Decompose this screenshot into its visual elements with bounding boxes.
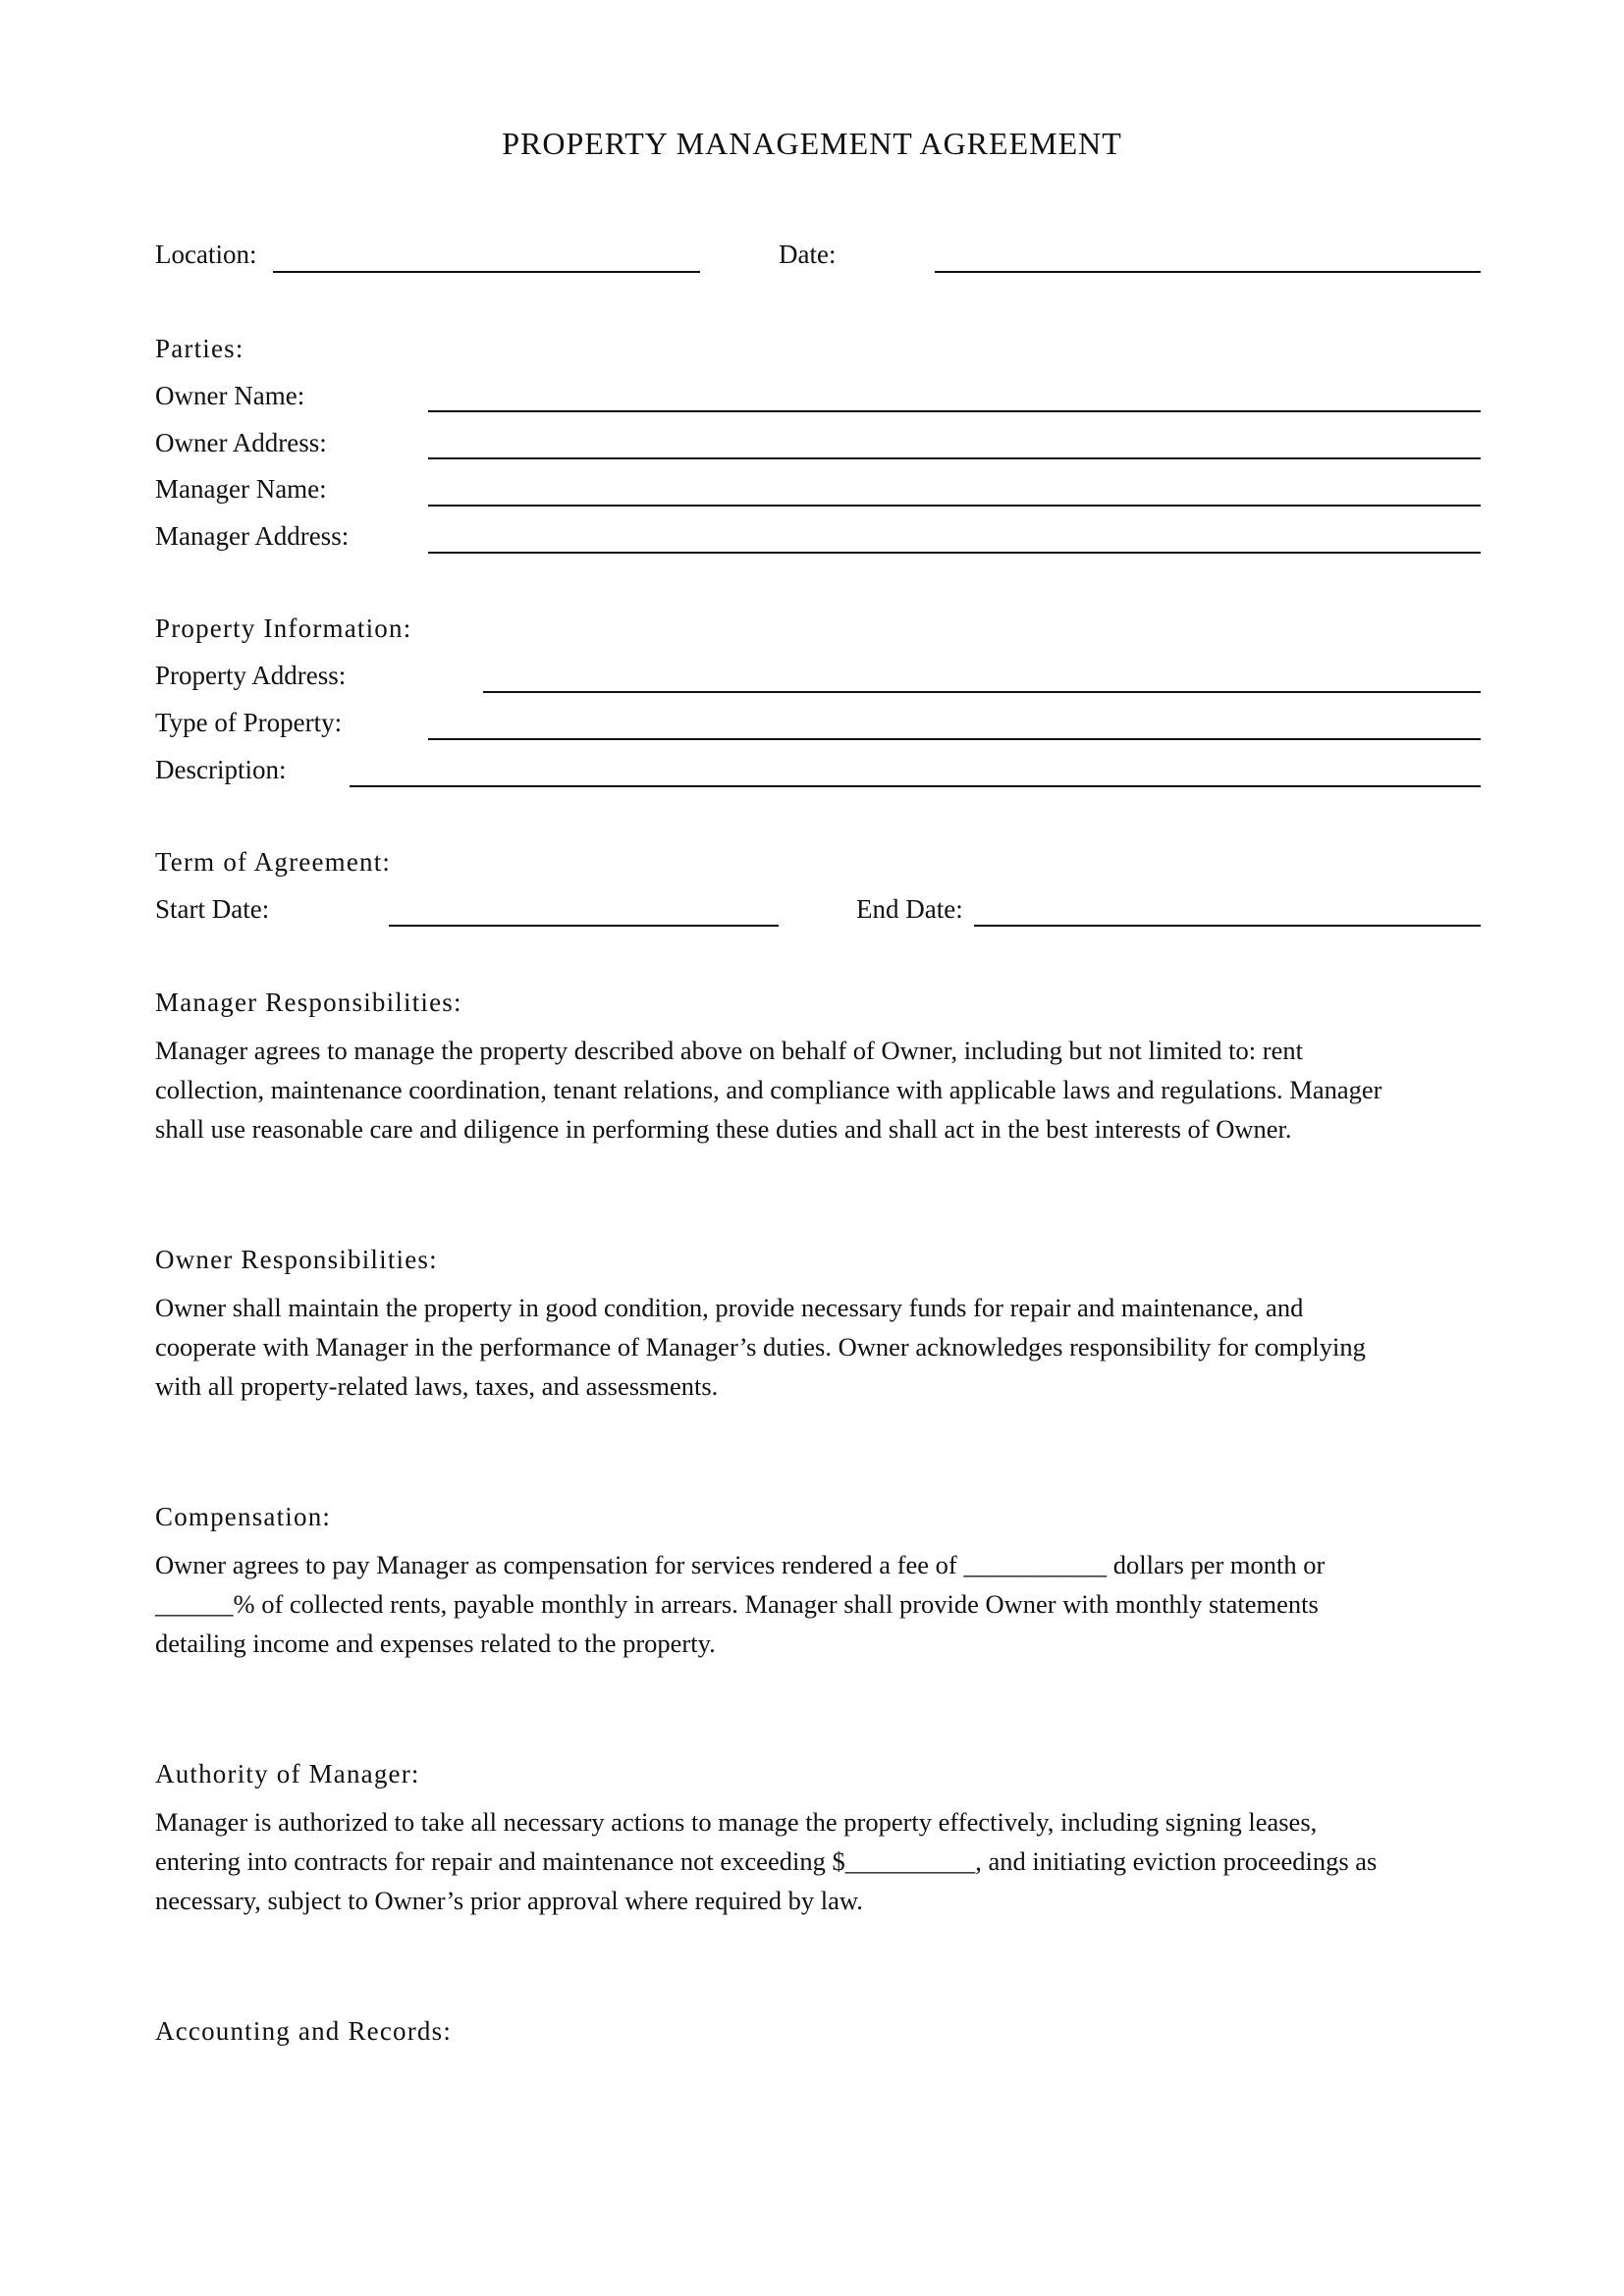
- accounting-heading: Accounting and Records:: [155, 2016, 453, 2046]
- description-label: Description:: [155, 755, 287, 784]
- property-type-field[interactable]: [428, 738, 1481, 740]
- manager-address-label: Manager Address:: [155, 521, 350, 551]
- document-title: PROPERTY MANAGEMENT AGREEMENT: [502, 126, 1122, 161]
- start-date-label: Start Date:: [155, 894, 270, 924]
- start-date-field[interactable]: [389, 925, 779, 927]
- property-address-label: Property Address:: [155, 661, 347, 690]
- paragraph-line: Owner agrees to pay Manager as compensation for services rendered a fee of ___________ dollars per month or: [155, 1550, 1326, 1579]
- manager-responsibilities-text: [155, 1031, 1481, 1148]
- location-field[interactable]: [273, 271, 700, 273]
- paragraph-line: ______% of collected rents, payable monthly in arrears. Manager shall provide Owner with monthly statements: [155, 1589, 1319, 1619]
- property-type-label: Type of Property:: [155, 708, 343, 737]
- parties-heading: Parties:: [155, 334, 244, 363]
- compensation-text: [155, 1545, 1481, 1663]
- property-address-field[interactable]: [483, 691, 1481, 693]
- location-label: Location:: [155, 240, 257, 269]
- paragraph-line: with all property-related laws, taxes, and assessments.: [155, 1371, 719, 1401]
- term-heading: Term of Agreement:: [155, 847, 392, 877]
- manager-name-field[interactable]: [428, 505, 1481, 507]
- compensation-heading: Compensation:: [155, 1502, 332, 1531]
- paragraph-line: shall use reasonable care and diligence in performing these duties and shall act in the best interests of Owner.: [155, 1114, 1292, 1144]
- authority-text: [155, 1802, 1481, 1920]
- end-date-field[interactable]: [974, 925, 1481, 927]
- paragraph-line: Manager agrees to manage the property described above on behalf of Owner, including but not limited to: rent: [155, 1036, 1303, 1065]
- owner-name-field[interactable]: [428, 410, 1481, 412]
- owner-address-field[interactable]: [428, 457, 1481, 459]
- paragraph-line: detailing income and expenses related to the property.: [155, 1629, 716, 1658]
- manager-address-field[interactable]: [428, 552, 1481, 554]
- owner-responsibilities-text: [155, 1288, 1481, 1406]
- paragraph-line: Manager is authorized to take all necessary actions to manage the property effectively, including signing leases,: [155, 1807, 1318, 1837]
- manager-name-label: Manager Name:: [155, 474, 327, 504]
- paragraph-line: cooperate with Manager in the performance of Manager’s duties. Owner acknowledges responsibility for complying: [155, 1332, 1366, 1362]
- date-label: Date:: [779, 240, 837, 269]
- date-field[interactable]: [935, 271, 1481, 273]
- owner-name-label: Owner Name:: [155, 381, 305, 410]
- owner-responsibilities-heading: Owner Responsibilities:: [155, 1245, 438, 1274]
- owner-address-label: Owner Address:: [155, 428, 327, 457]
- paragraph-line: collection, maintenance coordination, tenant relations, and compliance with applicable laws and regulations. Manager: [155, 1075, 1382, 1104]
- description-field[interactable]: [350, 785, 1481, 787]
- manager-responsibilities-heading: Manager Responsibilities:: [155, 988, 462, 1017]
- end-date-label: End Date:: [856, 894, 963, 924]
- paragraph-line: necessary, subject to Owner’s prior approval where required by law.: [155, 1886, 863, 1915]
- paragraph-line: Owner shall maintain the property in good condition, provide necessary funds for repair and maintenance, and: [155, 1293, 1304, 1322]
- property-heading: Property Information:: [155, 614, 412, 643]
- paragraph-line: entering into contracts for repair and maintenance not exceeding $__________, and initiating eviction proceedings as: [155, 1846, 1378, 1876]
- authority-heading: Authority of Manager:: [155, 1759, 420, 1789]
